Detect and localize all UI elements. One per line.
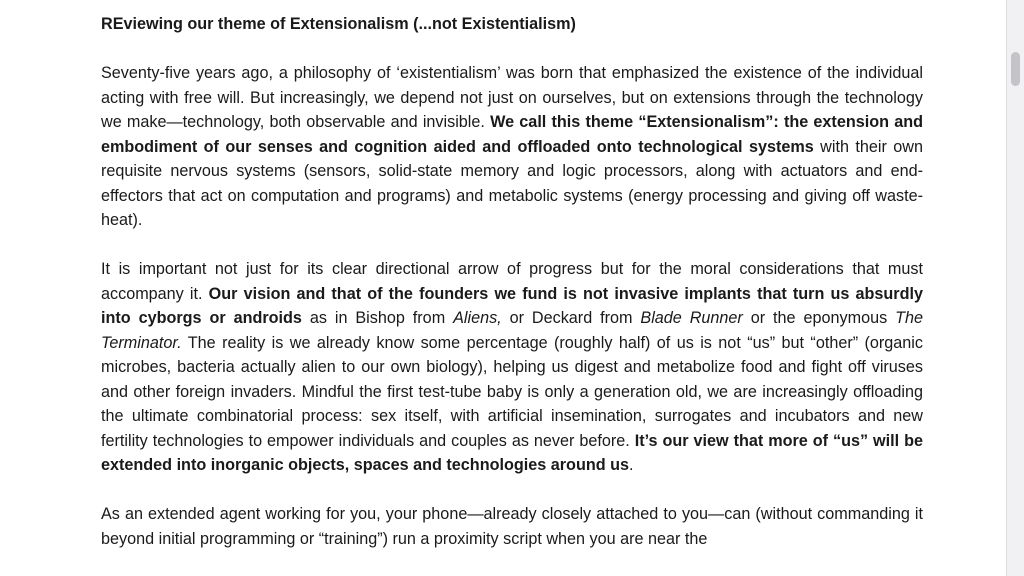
p1-text-1: Seventy-five years ago, a philosophy of ‘existentialism’ was born that emphasized the existence of the individual acting with free will. But increasingly, we depend not just on ourselves, but on extensions through the technology we make—technology, both observable and invisible. (101, 64, 923, 131)
p2-text-2: as in Bishop from (301, 309, 454, 327)
section-heading: REviewing our theme of Extensionalism (...not Existentialism) (101, 15, 576, 33)
p2-bold-1: Our vision and that of the founders we fund is not invasive implants that turn us absurdly into cyborgs or androids (101, 284, 923, 327)
p2-text-6: . (629, 456, 634, 474)
p3-text-1: As an extended agent working for you, your phone—already closely attached to you—can (without commanding it beyond initial programming or “training”) run a proximity script when you are near the (101, 505, 923, 548)
p2-italic-aliens: Aliens, (453, 309, 502, 327)
scrollbar-thumb[interactable] (1011, 52, 1020, 86)
document-body (101, 12, 923, 551)
vertical-scrollbar[interactable] (1006, 0, 1024, 576)
p2-text-4: or the eponymous (742, 309, 896, 327)
p2-italic-blade-runner: Blade Runner (640, 309, 743, 327)
paragraph-1 (101, 61, 923, 233)
p2-text-5: The reality is we already know some percentage (roughly half) of us is not “us” but “other” (organic microbes, bacteria actually alien to our own biology), helping us digest and metabolize food and fight off viruses and other foreign invaders. Mindful the first test-tube baby is only a generation old, we are increasingly offloading the ultimate combinatorial process: sex itself, with artificial insemination, surrogates and incubators and new fertility technologies to empower individuals and couples as never before. (101, 333, 923, 450)
p2-bold-2: It’s our view that more of “us” will be extended into inorganic objects, spaces and technologies around us (101, 431, 923, 474)
p2-italic-terminator: The Terminator. (101, 309, 923, 352)
p2-text-3: or Deckard from (501, 309, 641, 327)
p2-text-1: It is important not just for its clear directional arrow of progress but for the moral considerations that must accompany it. (101, 260, 923, 303)
paragraph-2 (101, 257, 923, 478)
p1-bold-1: We call this theme “Extensionalism”: the extension and embodiment of our senses and cognition aided and offloaded onto technological systems (101, 113, 923, 156)
p1-text-2: with their own requisite nervous systems (sensors, solid-state memory and logic processors, along with actuators and end-effectors that act on computation and programs) and metabolic systems (energy processing and giving off waste-heat). (101, 137, 923, 229)
paragraph-3 (101, 502, 923, 551)
